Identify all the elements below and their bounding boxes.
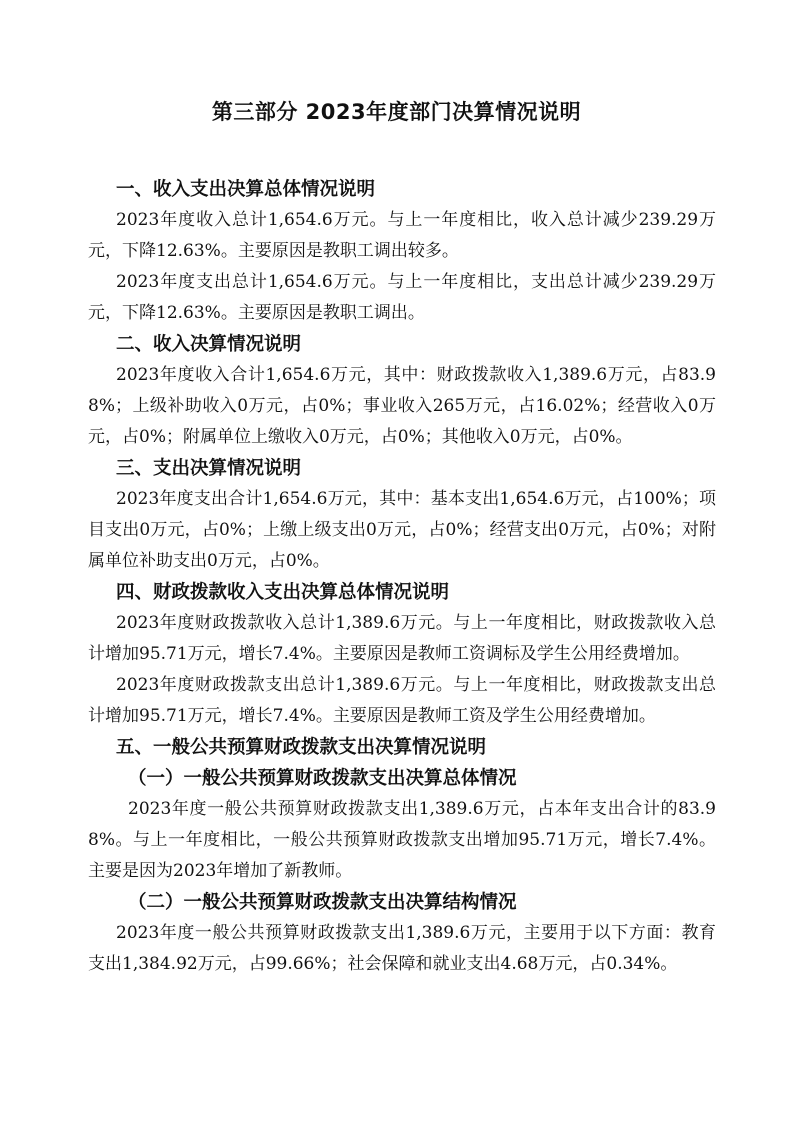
paragraph-fiscal-income: 2023年度财政拨款收入总计1,389.6万元。与上一年度相比，财政拨款收入总计增加95.71万元，增长7.4%。主要原因是教师工资调标及学生公用经费增加。 (88, 613, 716, 664)
document-body (88, 174, 716, 980)
section-heading-income: 二、收入决算情况说明 (116, 334, 302, 355)
section-heading-overview: 一、收入支出决算总体情况说明 (116, 179, 376, 200)
section-heading-expense: 三、支出决算情况说明 (116, 458, 302, 479)
paragraph-income-total: 2023年度收入总计1,654.6万元。与上一年度相比，收入总计减少239.29万元，下降12.63%。主要原因是教职工调出较多。 (88, 210, 716, 261)
paragraph-fiscal-expense: 2023年度财政拨款支出总计1,389.6万元。与上一年度相比，财政拨款支出总计增加95.71万元，增长7.4%。主要原因是教师工资及学生公用经费增加。 (88, 675, 716, 726)
document-title: 第三部分 2023年度部门决算情况说明 (211, 100, 582, 124)
subsection-heading-public-budget-overall: （一）一般公共预算财政拨款支出决算总体情况 (128, 768, 517, 789)
paragraph-expense-total: 2023年度支出总计1,654.6万元。与上一年度相比，支出总计减少239.29万元，下降12.63%。主要原因是教职工调出。 (88, 272, 716, 323)
paragraph-income-detail: 2023年度收入合计1,654.6万元，其中：财政拨款收入1,389.6万元，占83.98%；上级补助收入0万元，占0%；事业收入265万元，占16.02%；经营收入0万元，占0%；附属单位上缴收入0万元，占0%；其他收入0万元，占0%。 (88, 365, 716, 447)
section-heading-fiscal-allocation: 四、财政拨款收入支出决算总体情况说明 (116, 582, 450, 603)
subsection-heading-public-budget-structure: （二）一般公共预算财政拨款支出决算结构情况 (128, 892, 517, 913)
paragraph-public-budget-overall: 2023年度一般公共预算财政拨款支出1,389.6万元，占本年支出合计的83.98%。与上一年度相比，一般公共预算财政拨款支出增加95.71万元，增长7.4%。主要是因为2023年增加了新教师。 (88, 799, 716, 881)
section-heading-public-budget: 五、一般公共预算财政拨款支出决算情况说明 (116, 737, 487, 758)
paragraph-expense-detail: 2023年度支出合计1,654.6万元，其中：基本支出1,654.6万元，占100%；项目支出0万元，占0%；上缴上级支出0万元，占0%；经营支出0万元，占0%；对附属单位补助支出0万元，占0%。 (88, 489, 716, 571)
paragraph-public-budget-structure: 2023年度一般公共预算财政拨款支出1,389.6万元，主要用于以下方面：教育支出1,384.92万元，占99.66%；社会保障和就业支出4.68万元，占0.34%。 (88, 923, 716, 974)
